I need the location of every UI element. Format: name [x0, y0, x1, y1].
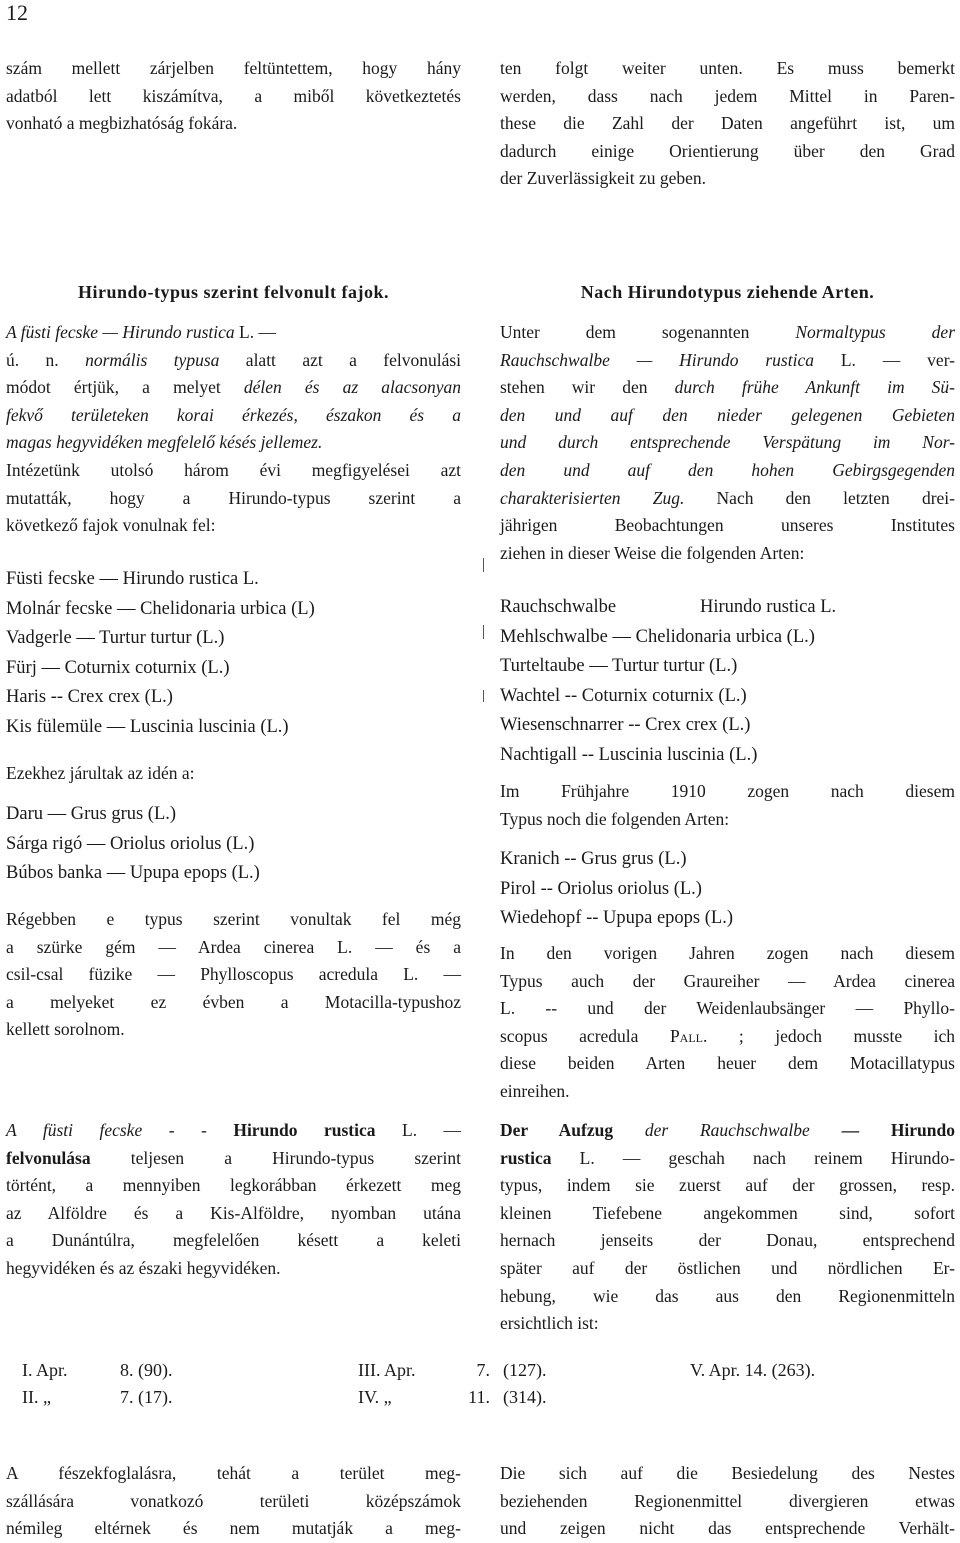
stat-col: (127). (314). [503, 1360, 547, 1407]
text-line: Typus auch der Graureiher — Ardea cinerea [500, 970, 955, 991]
list-item: Rauchschwalbe Hirundo rustica L. [500, 597, 837, 617]
text-line: L. -- und der Weidenlaubsänger — Phyllo- [500, 998, 955, 1019]
text-line: werden, dass nach jedem Mittel in Paren- [500, 85, 955, 106]
margin-mark [483, 690, 484, 702]
de-intro [500, 319, 955, 567]
text-line: den und auf den hohen Gebirgsgegenden [500, 459, 955, 480]
text-line: adatból lett kiszámítva, a miből következtetés [6, 85, 461, 106]
list-item: Wiesenschnarrer -- Crex crex (L.) [500, 715, 751, 735]
text-line: következő fajok vonulnak fel: [6, 515, 216, 536]
text-line: kellett sorolnom. [6, 1019, 125, 1040]
text-line: charakterisierten Zug. Nach den letzten drei- [500, 487, 956, 508]
text-line: felvonulása teljesen a Hirundo-typus szerint [6, 1147, 461, 1168]
hu-earlier [6, 906, 461, 1044]
hu-heading-block [6, 279, 461, 307]
text-line: fekvő területeken korai érkezés, északon és a [6, 404, 461, 425]
text-line: szállására vonatkozó területi középszámok [6, 1490, 461, 1511]
text-line: hegyvidéken és az északi hegyvidéken. [6, 1257, 281, 1278]
list-item: Fürj — Coturnix coturnix (L.) [6, 657, 230, 678]
list-item: Molnár fecske — Chelidonaria urbica (L) [6, 598, 315, 619]
hu-intro [6, 319, 461, 540]
list-item: Daru — Grus grus (L.) [6, 804, 177, 824]
page-number: 12 [6, 0, 28, 25]
hu-movement [6, 1117, 461, 1283]
text-line: Im Frühjahre 1910 zogen nach diesem [500, 781, 955, 801]
text-line: magas hegyvidéken megfelelő késés jellemez. [6, 432, 323, 453]
text-line: dadurch einige Orientierung über den Grad [500, 140, 955, 161]
list-item: Sárga rigó — Oriolus oriolus (L.) [6, 833, 255, 854]
text-line: ten folgt weiter unten. Es muss bemerkt [500, 58, 955, 78]
text-line: hernach jenseits der Donau, entsprechend [500, 1230, 955, 1251]
list-item: Haris -- Crex crex (L.) [6, 687, 173, 707]
text-line: Typus noch die folgenden Arten: [500, 808, 730, 829]
text-line: a melyeket ez évben a Motacilla-typushoz [6, 991, 461, 1012]
text-line: módot értjük, a melyet délen és az alacsonyan [6, 377, 462, 398]
text-line: Intézetünk utolsó három évi megfigyelései azt [6, 459, 461, 480]
text-line: ziehen in dieser Weise die folgenden Arten: [500, 542, 805, 563]
text-line: typus, indem sie zuerst auf der grossen, resp. [500, 1175, 955, 1196]
text-line: ersichtlich ist: [500, 1313, 599, 1334]
stat-col: 7. 11. [468, 1360, 490, 1407]
text-line: In den vorigen Jahren zogen nach diesem [500, 943, 955, 963]
text-line: jährigen Beobachtungen unseres Institutes [500, 515, 955, 536]
list-item: Füsti fecske — Hirundo rustica L. [6, 569, 259, 589]
margin-mark [483, 625, 484, 639]
text-line: ú. n. normális typusa alatt azt a felvonulási [6, 349, 462, 370]
text-line: und zeigen nicht das entsprechende Verhält- [500, 1518, 955, 1539]
text-line: scopus acredula Pall. ; jedoch musste ich [500, 1025, 955, 1046]
text-line: az Alföldre és a Kis-Alföldre, nyomban utána [6, 1202, 461, 1223]
stat-col: III. Apr. IV. „ [358, 1360, 416, 1407]
text-line: Ezekhez járultak az idén a: [6, 763, 195, 783]
text-line: einreihen. [500, 1080, 570, 1101]
hu-continuation [6, 55, 461, 138]
text-line: diese beiden Arten heuer dem Motacillatypus [500, 1053, 955, 1074]
text-line: später auf der östlichen und nördlichen Er- [500, 1257, 955, 1278]
section-heading: Nach Hirundotypus ziehende Arten. [580, 282, 875, 302]
text-line: Régebben e typus szerint vonultak fel még [6, 909, 461, 929]
stat-col: V. Apr. 14. (263). [690, 1360, 816, 1380]
de-continuation [500, 55, 955, 193]
de-nesting [500, 1460, 955, 1543]
text-line: A füsti fecske — Hirundo rustica L. — [6, 322, 276, 342]
text-line: stehen wir den durch frühe Ankunft im Sü- [500, 377, 955, 398]
text-line: kleinen Tiefebene angekommen sind, sofort [500, 1202, 955, 1223]
text-line: A fészekfoglalásra, tehát a terület meg- [6, 1463, 461, 1483]
text-line: der Zuverlässigkeit zu geben. [500, 168, 707, 189]
stat-col: 8. (90). 7. (17). [120, 1360, 173, 1407]
text-line: Der Aufzug der Rauchschwalbe — Hirundo [500, 1120, 956, 1140]
text-line: a Dunántúlra, megfelelően késett a keleti [6, 1230, 461, 1251]
text-line: szám mellett zárjelben feltüntettem, hogy hány [6, 58, 461, 78]
de-added-species [500, 845, 955, 934]
de-earlier [500, 940, 955, 1106]
list-item: Kranich -- Grus grus (L.) [500, 849, 687, 869]
list-item: Vadgerle — Turtur turtur (L.) [6, 628, 225, 648]
hu-nesting [6, 1460, 461, 1543]
text-line: Rauchschwalbe — Hirundo rustica L. — ver- [500, 349, 956, 370]
list-item: Pirol -- Oriolus oriolus (L.) [500, 878, 702, 899]
text-line: csil-csal füzike — Phylloscopus acredula L. — [6, 964, 461, 985]
de-species-list [500, 593, 955, 770]
text-line: rustica L. — geschah nach reinem Hirundo- [500, 1147, 955, 1168]
list-item: Wiedehopf -- Upupa epops (L.) [500, 908, 734, 928]
hu-added-intro [6, 760, 461, 788]
text-line: némileg eltérnek és nem mutatják a meg- [6, 1518, 461, 1539]
text-line: den und auf den nieder gelegenen Gebieten [500, 404, 955, 425]
list-item: Turteltaube — Turtur turtur (L.) [500, 656, 738, 676]
list-item: Búbos banka — Upupa epops (L.) [6, 863, 260, 883]
text-line: vonható a megbizhatóság fokára. [6, 113, 238, 134]
de-movement [500, 1117, 955, 1338]
hu-species-list [6, 565, 461, 742]
hu-added-species [6, 800, 461, 889]
text-line: történt, a mennyiben legkorábban érkezett meg [6, 1175, 461, 1196]
text-line: A füsti fecske - - Hirundo rustica L. — [6, 1120, 462, 1140]
list-item: Mehlschwalbe — Chelidonaria urbica (L.) [500, 626, 815, 647]
text-line: mutatták, hogy a Hirundo-typus szerint a [6, 487, 461, 508]
section-heading: Hirundo-typus szerint felvonult fajok. [77, 282, 390, 302]
text-line: these die Zahl der Daten angeführt ist, um [500, 113, 955, 134]
text-line: beziehenden Regionenmittel divergieren etwas [500, 1490, 955, 1511]
margin-mark [483, 558, 484, 572]
text-line: hebung, wie das aus den Regionenmitteln [500, 1285, 955, 1306]
text-line: a szürke gém — Ardea cinerea L. — és a [6, 936, 461, 957]
text-line: und durch entsprechende Verspätung im Nor- [500, 432, 955, 453]
text-line: Die sich auf die Besiedelung des Nestes [500, 1463, 955, 1483]
stat-col: I. Apr. II. „ [22, 1360, 68, 1407]
de-added-intro [500, 778, 955, 833]
de-heading-block [500, 279, 955, 307]
list-item: Wachtel -- Coturnix coturnix (L.) [500, 685, 747, 706]
text-line: Unter dem sogenannten Normaltypus der [500, 322, 956, 342]
list-item: Kis fülemüle — Luscinia luscinia (L.) [6, 716, 289, 737]
list-item: Nachtigall -- Luscinia luscinia (L.) [500, 744, 758, 765]
